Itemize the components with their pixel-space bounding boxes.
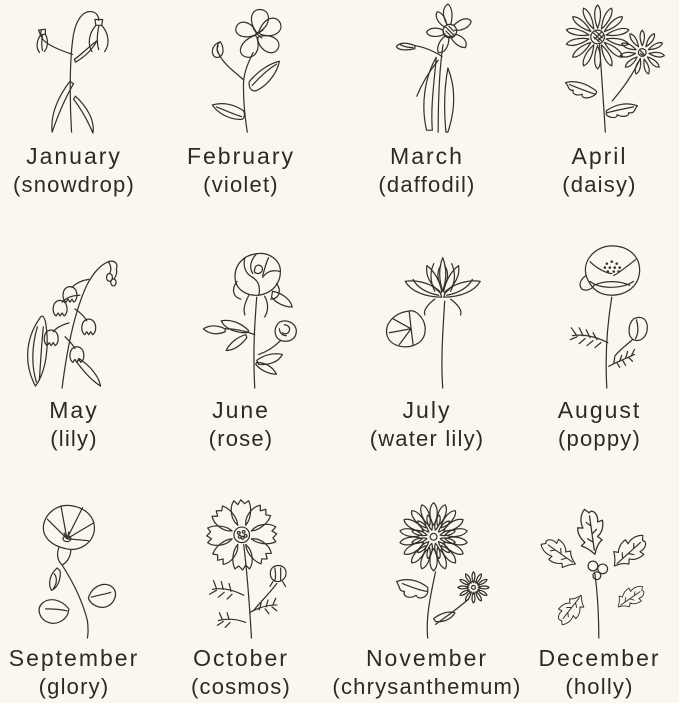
- month-cell-january: [0, 0, 148, 215]
- month-name: January: [26, 143, 122, 169]
- month-name: June: [212, 397, 270, 423]
- rose-illustration: [157, 234, 325, 390]
- cosmos-illustration: [158, 492, 324, 640]
- month-cell-december: [520, 465, 679, 703]
- month-cell-august: [520, 215, 679, 465]
- month-name: October: [193, 645, 289, 671]
- violet-illustration: [158, 2, 323, 136]
- month-cell-february: [148, 0, 334, 215]
- month-name: February: [186, 143, 296, 169]
- daisy-illustration: [517, 2, 679, 136]
- month-name: May: [49, 397, 99, 423]
- month-name: August: [557, 397, 642, 423]
- water-lily-illustration: [343, 234, 511, 390]
- month-cell-june: [148, 215, 334, 465]
- flower-name: (cosmos): [190, 674, 292, 699]
- flower-name: (violet): [203, 172, 279, 197]
- month-name: September: [8, 645, 140, 671]
- month-name: July: [402, 397, 452, 423]
- flower-name: (snowdrop): [12, 172, 136, 197]
- daffodil-illustration: [344, 2, 509, 136]
- flower-name: (water lily): [369, 426, 485, 451]
- flower-name: (daffodil): [378, 172, 476, 197]
- row-jan-apr: [0, 0, 679, 215]
- flower-name: (chrysanthemum): [332, 674, 522, 699]
- month-cell-september: [0, 465, 148, 703]
- month-name: March: [390, 143, 464, 169]
- flower-name: (lily): [50, 426, 98, 451]
- month-cell-may: [0, 215, 148, 465]
- month-cell-march: [334, 0, 520, 215]
- month-cell-july: [334, 215, 520, 465]
- flower-name: (holly): [565, 674, 634, 699]
- flower-name: (glory): [38, 674, 110, 699]
- flower-name: (daisy): [562, 172, 637, 197]
- row-sep-dec: [0, 465, 679, 703]
- flower-name: (rose): [208, 426, 274, 451]
- month-cell-november: [334, 465, 520, 703]
- month-cell-october: [148, 465, 334, 703]
- month-name: April: [571, 143, 628, 169]
- holly-illustration: [517, 492, 679, 640]
- poppy-illustration: [516, 234, 679, 390]
- chrysanthemum-illustration: [344, 492, 510, 640]
- morning-glory-illustration: [0, 492, 157, 640]
- row-may-aug: [0, 215, 679, 465]
- month-cell-april: [520, 0, 679, 215]
- month-name: November: [365, 645, 489, 671]
- snowdrop-illustration: [0, 2, 157, 136]
- flower-name: (poppy): [557, 426, 641, 451]
- lily-of-the-valley-illustration: [0, 234, 158, 390]
- month-name: December: [538, 645, 661, 671]
